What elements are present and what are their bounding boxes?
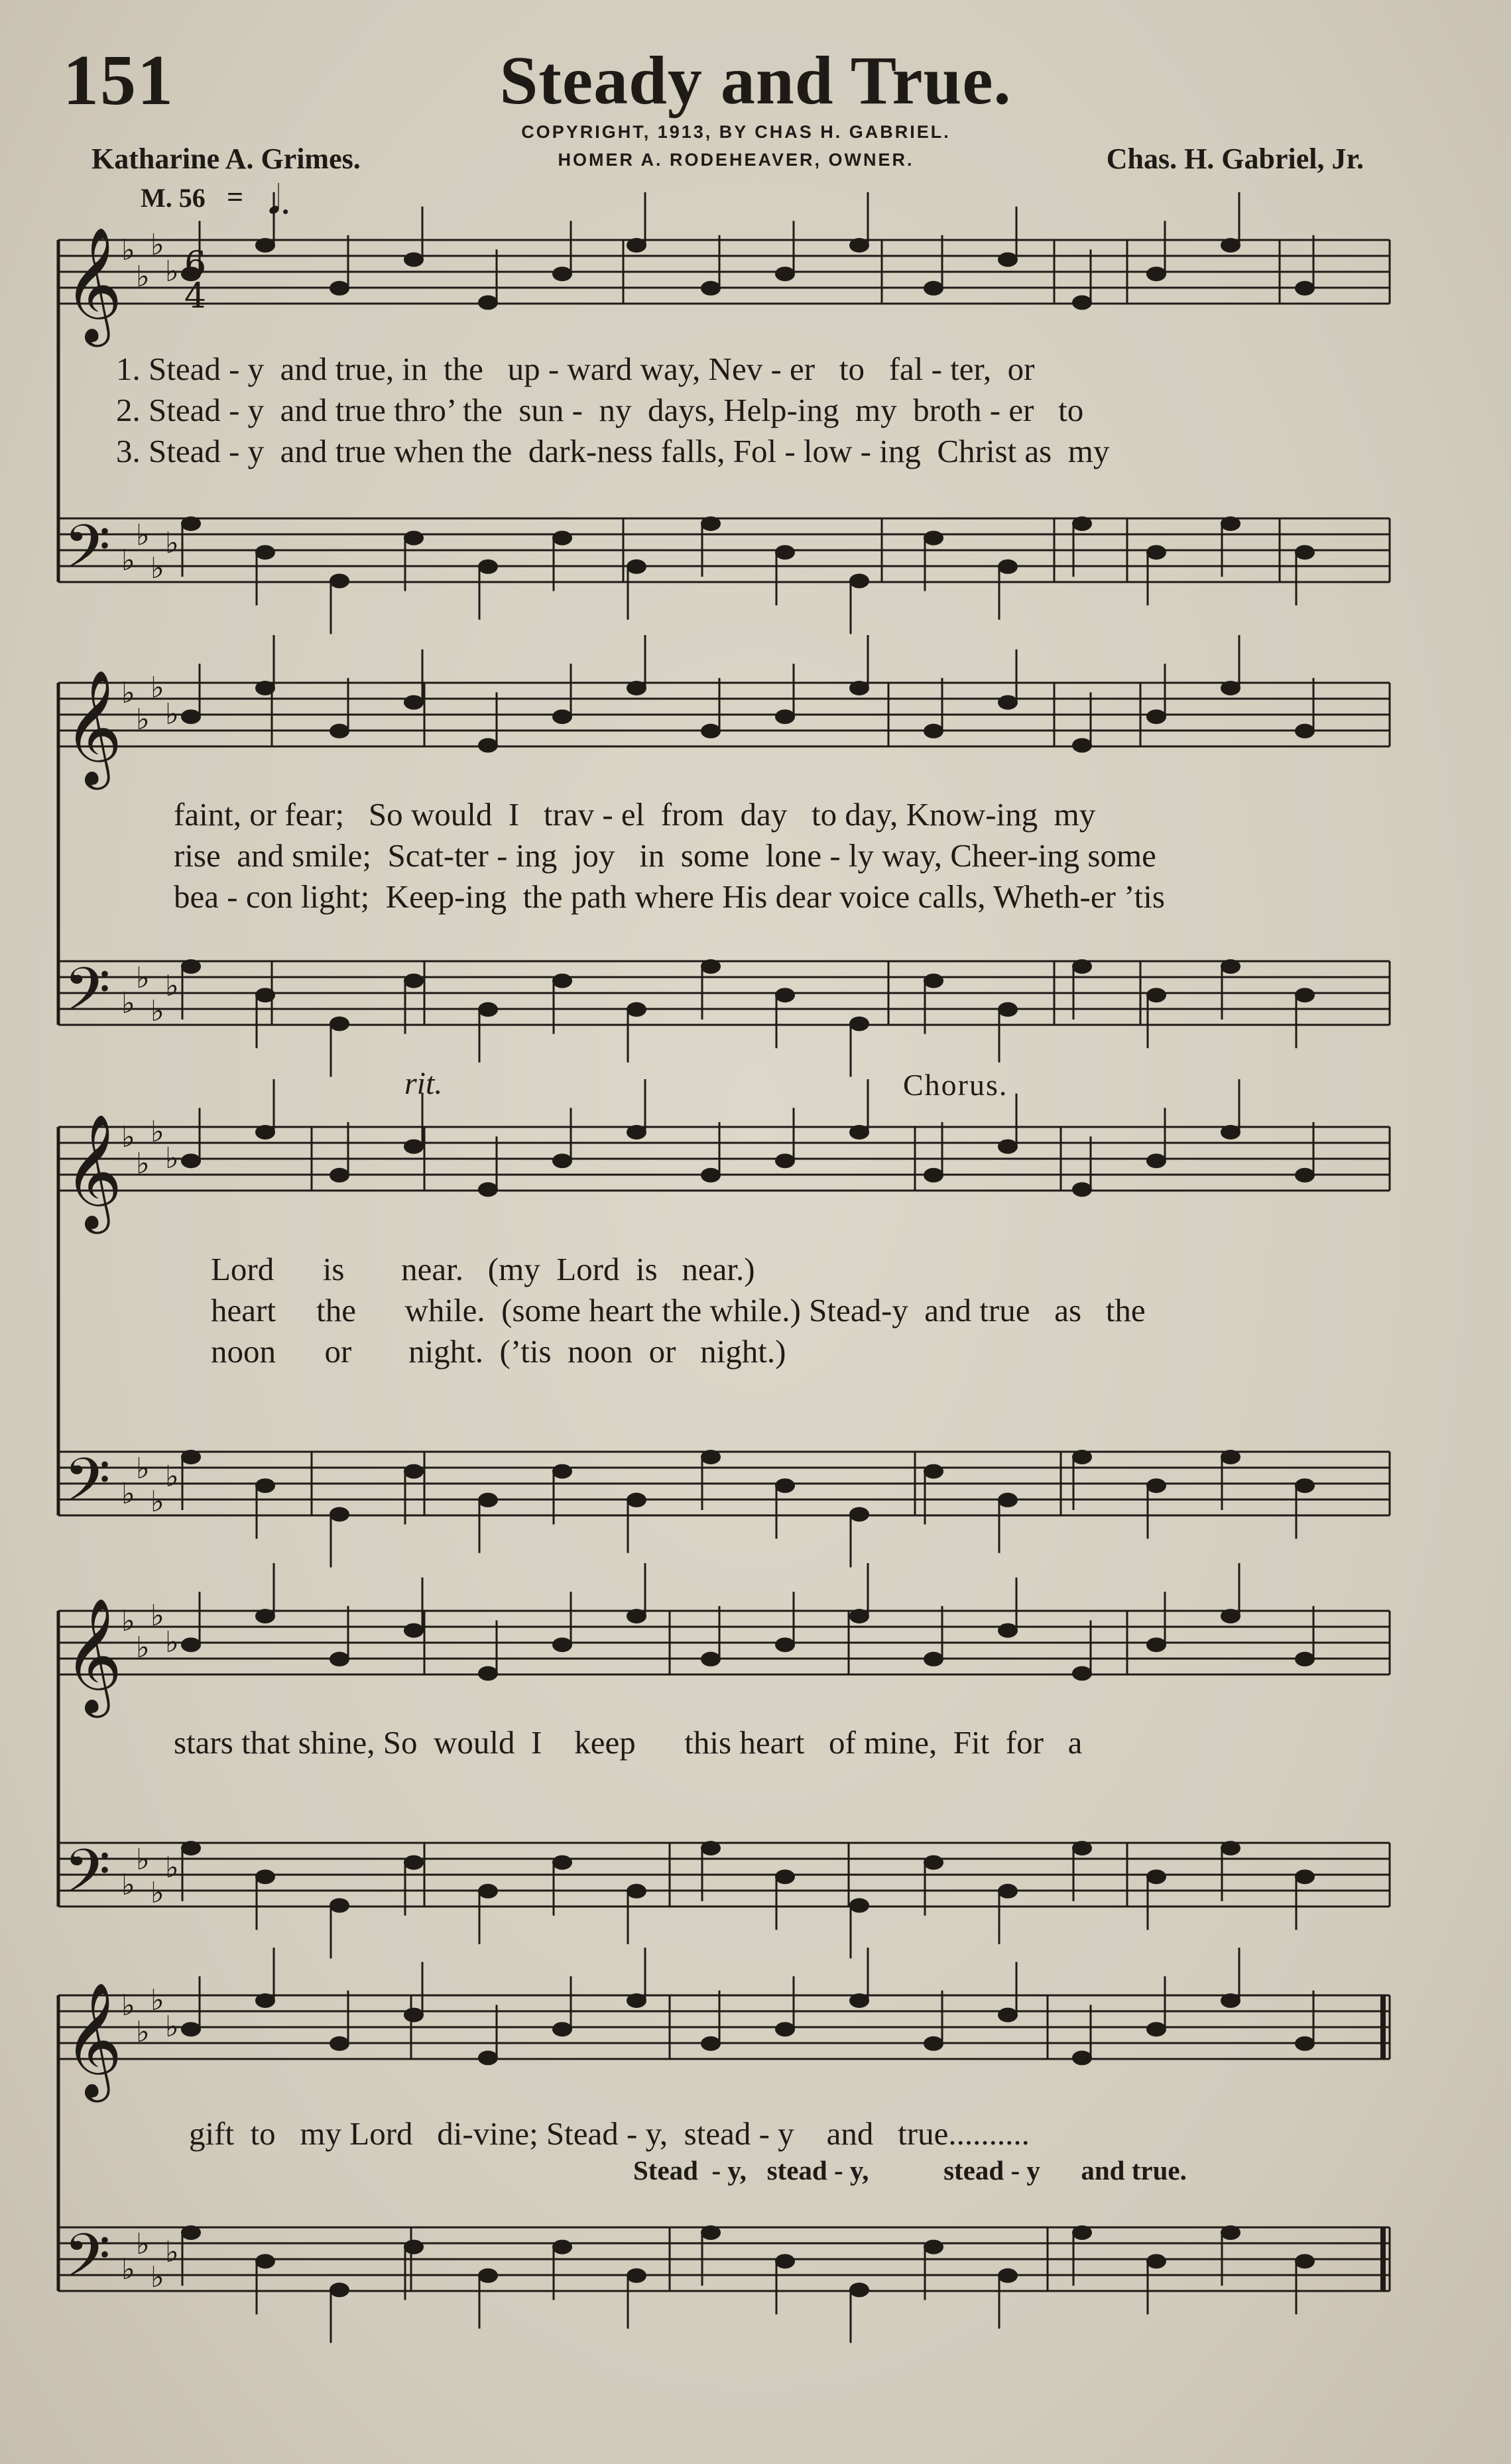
lyric-verse-2-line-2: rise and smile; Scat-ter - ing joy in some lone - ly way, Cheer-ing some: [174, 837, 1156, 874]
notehead: [478, 1666, 498, 1680]
notehead: [1221, 959, 1240, 974]
notehead: [627, 1993, 646, 2008]
notehead: [1221, 1993, 1240, 2008]
notehead: [1072, 738, 1092, 752]
flat-icon: ♭: [151, 1599, 164, 1633]
notehead: [552, 1637, 572, 1652]
notehead: [701, 516, 721, 531]
metronome-mark: M. 56: [141, 183, 206, 213]
notehead: [924, 1464, 943, 1479]
notehead: [1295, 281, 1315, 296]
treble-clef-icon: 𝄞: [64, 1598, 123, 1713]
lyric-bass-echo: Stead - y, stead - y, stead - y and true.: [633, 2155, 1187, 2186]
notehead: [627, 1493, 646, 1507]
notehead: [404, 974, 424, 988]
dotted-half-note-icon: 𝅘𝅥.: [268, 178, 291, 222]
hymn-title: Steady and True.: [499, 42, 1012, 119]
notehead: [552, 2022, 572, 2036]
flat-icon: ♭: [151, 1115, 164, 1149]
notehead: [924, 974, 943, 988]
flat-icon: ♭: [151, 552, 164, 585]
notehead: [775, 1637, 795, 1652]
lyric-chorus-line-2: gift to my Lord di-vine; Stead - y, stead - y and true..........: [189, 2115, 1030, 2152]
notehead: [627, 1125, 646, 1140]
notehead: [627, 2268, 646, 2283]
notehead: [1146, 1478, 1166, 1493]
notehead: [775, 2022, 795, 2036]
flat-icon: ♭: [136, 1631, 150, 1665]
notehead: [404, 2008, 424, 2023]
notehead: [1221, 2225, 1240, 2240]
notehead: [1295, 988, 1315, 1002]
notehead: [181, 1153, 201, 1168]
flat-icon: ♭: [151, 1983, 164, 2017]
flat-icon: ♭: [165, 255, 179, 288]
notehead: [627, 681, 646, 695]
notehead: [998, 1002, 1018, 1017]
notehead: [255, 238, 275, 253]
flat-icon: ♭: [121, 233, 135, 267]
notehead: [998, 1140, 1018, 1154]
notehead: [701, 1450, 721, 1464]
flat-icon: ♭: [136, 2015, 150, 2049]
notehead: [924, 1855, 943, 1870]
notehead: [627, 1002, 646, 1017]
flat-icon: ♭: [121, 1989, 135, 2023]
notehead: [255, 2254, 275, 2268]
notehead: [552, 2240, 572, 2255]
notehead: [998, 2268, 1018, 2283]
notehead: [404, 1855, 424, 1870]
notehead: [924, 1652, 943, 1667]
notehead: [330, 573, 349, 588]
notehead: [1146, 988, 1166, 1002]
lyric-verse-3-line-3: noon or night. (’tis noon or night.): [211, 1333, 786, 1370]
notehead: [181, 1841, 201, 1855]
notehead: [478, 2050, 498, 2065]
notehead: [775, 1869, 795, 1884]
flat-icon: ♭: [151, 2260, 164, 2294]
flat-icon: ♭: [151, 1485, 164, 1519]
bass-clef-icon: 𝄢: [64, 512, 111, 597]
notehead: [849, 2282, 869, 2297]
flat-icon: ♭: [121, 1120, 135, 1154]
notehead: [1146, 1869, 1166, 1884]
flat-icon: ♭: [136, 2227, 150, 2261]
flat-icon: ♭: [165, 1851, 179, 1885]
notehead: [404, 1464, 424, 1479]
notehead: [1146, 545, 1166, 559]
notehead: [255, 1609, 275, 1623]
notehead: [478, 1182, 498, 1197]
notehead: [1295, 1869, 1315, 1884]
flat-icon: ♭: [136, 1843, 150, 1877]
notehead: [775, 988, 795, 1002]
notehead: [1146, 2254, 1166, 2268]
notehead: [849, 1125, 869, 1140]
metronome-equals: =: [227, 181, 244, 213]
notehead: [1221, 1841, 1240, 1855]
copyright-line-1: COPYRIGHT, 1913, BY CHAS H. GABRIEL.: [521, 122, 951, 142]
notehead: [255, 1993, 275, 2008]
notehead: [478, 2268, 498, 2283]
notehead: [330, 1168, 349, 1183]
flat-icon: ♭: [165, 1142, 179, 1175]
flat-icon: ♭: [136, 961, 150, 995]
flat-icon: ♭: [165, 526, 179, 560]
bass-clef-icon: 𝄢: [64, 955, 111, 1039]
treble-clef-icon: 𝄞: [64, 1114, 123, 1229]
notehead: [1072, 959, 1092, 974]
notehead: [1295, 1478, 1315, 1493]
lyric-verse-1-line-3: Lord is near. (my Lord is near.): [211, 1251, 755, 1287]
notehead: [255, 681, 275, 695]
notehead: [181, 959, 201, 974]
notehead: [552, 531, 572, 546]
notehead: [998, 253, 1018, 267]
notehead: [552, 709, 572, 724]
notehead: [1295, 545, 1315, 559]
flat-icon: ♭: [165, 1460, 179, 1494]
chorus-label: Chorus.: [903, 1068, 1008, 1102]
notehead: [998, 559, 1018, 574]
notehead: [701, 1841, 721, 1855]
copyright-line-2: HOMER A. RODEHEAVER, OWNER.: [558, 150, 914, 170]
notehead: [775, 545, 795, 559]
notehead: [998, 695, 1018, 710]
notehead: [1295, 1652, 1315, 1667]
notehead: [181, 1637, 201, 1652]
notehead: [255, 988, 275, 1002]
flat-icon: ♭: [165, 1625, 179, 1659]
notehead: [1221, 238, 1240, 253]
notehead: [330, 1652, 349, 1667]
notehead: [552, 1855, 572, 1870]
flat-icon: ♭: [121, 544, 135, 577]
notehead: [627, 1609, 646, 1623]
notehead: [330, 2282, 349, 2297]
notehead: [1072, 1450, 1092, 1464]
notehead: [998, 1884, 1018, 1899]
ritardando-mark: rit.: [404, 1066, 443, 1101]
flat-icon: ♭: [136, 518, 150, 552]
notehead: [404, 253, 424, 267]
notehead: [1221, 516, 1240, 531]
flat-icon: ♭: [136, 1147, 150, 1181]
notehead: [701, 2225, 721, 2240]
flat-icon: ♭: [165, 697, 179, 731]
notehead: [849, 681, 869, 695]
notehead: [181, 2022, 201, 2036]
time-signature-top: 6: [184, 245, 207, 284]
notehead: [701, 1652, 721, 1667]
notehead: [255, 545, 275, 559]
notehead: [775, 1478, 795, 1493]
notehead: [478, 738, 498, 752]
notehead: [1072, 295, 1092, 310]
lyric-verse-2-line-3: heart the while. (some heart the while.) Stead-y and true as the: [211, 1292, 1146, 1328]
notehead: [924, 531, 943, 546]
flat-icon: ♭: [165, 2010, 179, 2044]
notehead: [478, 1884, 498, 1899]
notehead: [701, 2036, 721, 2051]
notehead: [255, 1869, 275, 1884]
notehead: [552, 266, 572, 281]
notehead: [1072, 1182, 1092, 1197]
notehead: [1072, 1841, 1092, 1855]
notehead: [1072, 1666, 1092, 1680]
notehead: [1072, 2050, 1092, 2065]
notehead: [701, 959, 721, 974]
bass-clef-icon: 𝄢: [64, 2221, 111, 2306]
notehead: [701, 724, 721, 738]
notehead: [181, 2225, 201, 2240]
notehead: [404, 1623, 424, 1638]
lyric-verse-1-line-2: faint, or fear; So would I trav - el from day to day, Know-ing my: [174, 796, 1096, 833]
notehead: [181, 516, 201, 531]
notehead: [1072, 516, 1092, 531]
flat-icon: ♭: [151, 994, 164, 1028]
flat-icon: ♭: [121, 1868, 135, 1902]
notehead: [330, 724, 349, 738]
bass-clef-icon: 𝄢: [64, 1445, 111, 1530]
notehead: [1146, 2022, 1166, 2036]
notehead: [849, 238, 869, 253]
composer-credit: Chas. H. Gabriel, Jr.: [1106, 143, 1364, 175]
notehead: [255, 1125, 275, 1140]
treble-clef-icon: 𝄞: [64, 1982, 123, 2097]
notehead: [849, 1507, 869, 1521]
flat-icon: ♭: [165, 969, 179, 1003]
flat-icon: ♭: [136, 703, 150, 736]
notehead: [478, 1493, 498, 1507]
notehead: [552, 1153, 572, 1168]
notehead: [330, 1898, 349, 1912]
time-signature-bottom: 4: [184, 276, 207, 316]
notehead: [701, 1168, 721, 1183]
treble-clef-icon: 𝄞: [64, 670, 123, 785]
lyric-chorus-line-1: stars that shine, So would I keep this heart of mine, Fit for a: [174, 1724, 1083, 1761]
notehead: [1295, 2036, 1315, 2051]
notehead: [1221, 1609, 1240, 1623]
flat-icon: ♭: [136, 1452, 150, 1486]
bass-clef-icon: 𝄢: [64, 1836, 111, 1921]
notehead: [924, 281, 943, 296]
flat-icon: ♭: [136, 260, 150, 294]
flat-icon: ♭: [151, 228, 164, 262]
flat-icon: ♭: [121, 676, 135, 710]
notehead: [701, 281, 721, 296]
notehead: [255, 1478, 275, 1493]
lyric-verse-3-line-1: 3. Stead - y and true when the dark-ness falls, Fol - low - ing Christ as my: [116, 433, 1110, 469]
notehead: [330, 2036, 349, 2051]
notehead: [627, 1884, 646, 1899]
notehead: [478, 295, 498, 310]
notehead: [1146, 1637, 1166, 1652]
flat-icon: ♭: [121, 1477, 135, 1511]
notehead: [1295, 2254, 1315, 2268]
notehead: [775, 2254, 795, 2268]
lyric-verse-2-line-1: 2. Stead - y and true thro’ the sun - ny days, Help-ing my broth - er to: [116, 392, 1084, 428]
notehead: [924, 2036, 943, 2051]
notehead: [552, 1464, 572, 1479]
notehead: [627, 559, 646, 574]
notehead: [1295, 1168, 1315, 1183]
notehead: [1146, 266, 1166, 281]
notehead: [478, 559, 498, 574]
notehead: [404, 531, 424, 546]
flat-icon: ♭: [121, 986, 135, 1020]
notehead: [849, 1609, 869, 1623]
notehead: [627, 238, 646, 253]
notehead: [998, 2008, 1018, 2023]
author-credit: Katharine A. Grimes.: [91, 143, 361, 175]
notehead: [1146, 1153, 1166, 1168]
lyric-verse-1-line-1: 1. Stead - y and true, in the up - ward way, Nev - er to fal - ter, or: [116, 351, 1035, 387]
hymn-number: 151: [63, 41, 174, 120]
notehead: [1221, 1125, 1240, 1140]
notehead: [849, 573, 869, 588]
flat-icon: ♭: [121, 1604, 135, 1638]
flat-icon: ♭: [151, 1876, 164, 1910]
notehead: [924, 1168, 943, 1183]
flat-icon: ♭: [165, 2235, 179, 2269]
notehead: [775, 266, 795, 281]
notehead: [404, 1140, 424, 1154]
notehead: [1072, 2225, 1092, 2240]
lyric-verse-3-line-2: bea - con light; Keep-ing the path where His dear voice calls, Wheth-er ’tis: [174, 878, 1165, 915]
notehead: [849, 1016, 869, 1031]
notehead: [1221, 1450, 1240, 1464]
notehead: [330, 1016, 349, 1031]
notehead: [924, 724, 943, 738]
flat-icon: ♭: [121, 2253, 135, 2286]
notehead: [849, 1898, 869, 1912]
notehead: [1295, 724, 1315, 738]
notehead: [330, 1507, 349, 1521]
notehead: [404, 695, 424, 710]
notehead: [775, 709, 795, 724]
notehead: [330, 281, 349, 296]
notehead: [1146, 709, 1166, 724]
notehead: [849, 1993, 869, 2008]
flat-icon: ♭: [151, 671, 164, 705]
notehead: [924, 2240, 943, 2255]
notehead: [181, 1450, 201, 1464]
notehead: [998, 1493, 1018, 1507]
notehead: [478, 1002, 498, 1017]
notehead: [404, 2240, 424, 2255]
treble-clef-icon: 𝄞: [64, 227, 123, 342]
notehead: [1221, 681, 1240, 695]
notehead: [552, 974, 572, 988]
notehead: [181, 709, 201, 724]
notehead: [998, 1623, 1018, 1638]
notehead: [775, 1153, 795, 1168]
